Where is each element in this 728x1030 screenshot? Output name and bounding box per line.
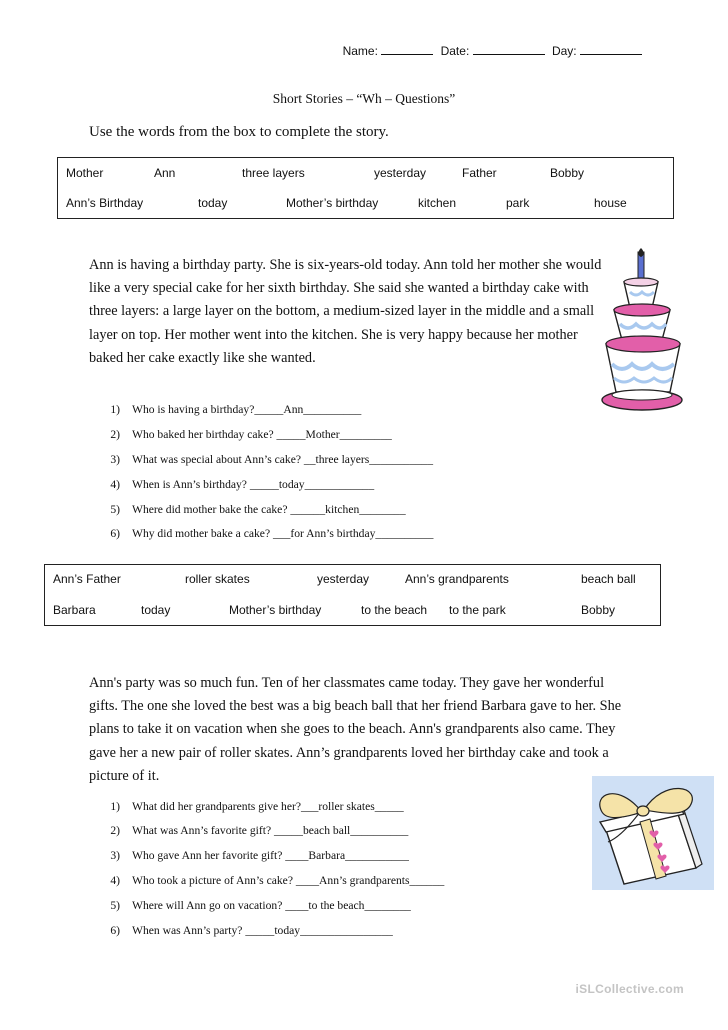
question-item: 2) Who baked her birthday cake? _____Mother_________ [110,428,392,441]
word-box-2-word: Barbara [53,603,96,617]
word-box-2-word: roller skates [185,572,250,586]
question-item: 3) Who gave Ann her favorite gift? ____Barbara___________ [110,849,409,862]
word-box-2-word: Mother’s birthday [229,603,322,617]
word-box-2-word: to the beach [361,603,428,617]
word-box-1 [57,157,674,219]
story-1-paragraph: Ann is having a birthday party. She is six-years-old today. Ann told her mother she would like a very special cake for her sixth birthday. She said she wanted a birthday cake with three layers: a large layer on the bottom, a medium-sized layer in the middle and a small layer on top. Her mother went into the kitchen. She is very happy because her mother baked her cake exactly like she wanted. [89,257,602,366]
word-box-1-word: kitchen [418,196,457,210]
word-box-1-word: today [198,196,228,210]
story-2-paragraph: Ann's party was so much fun. Ten of her classmates came today. They gave her wonderful gifts. The one she loved the best was a big beach ball that her friend Barbara gave to her. She plans to take it on vacation when she goes to the beach. Ann's grandparents also came. They gave her a new pair of roller skates. Ann’s grandparents loved her birthday cake and took a picture of it. [89,675,622,784]
word-box-1-word: Bobby [550,166,585,180]
word-box-1-word: Ann’s Birthday [66,196,144,210]
word-box-1-word: yesterday [374,166,427,180]
word-box-1-word: Mother’s birthday [286,196,379,210]
word-box-2-word: yesterday [317,572,370,586]
word-box-2-word: Bobby [581,603,616,617]
student-info-header [343,44,642,58]
question-item: 6) When was Ann’s party? _____today________________ [110,924,393,937]
worksheet-title: Short Stories – “Wh – Questions” [272,91,456,106]
word-box-1-word: house [594,196,627,210]
question-item: 1) Who is having a birthday?_____Ann__________ [110,403,362,416]
word-box-2-word: beach ball [581,572,636,586]
word-box-1-word: Ann [154,166,176,180]
question-item: 1) What did her grandparents give her?___roller skates_____ [110,800,404,813]
question-item: 4) When is Ann’s birthday? _____today____________ [110,478,375,491]
word-box-2 [44,564,661,626]
birthday-cake-image [600,248,684,414]
gift-box-image [578,772,716,892]
date-label: Date: [440,44,470,58]
word-box-2-word: today [141,603,171,617]
word-box-1-word: Mother [66,166,104,180]
date-blank[interactable] [473,54,545,55]
question-item: 3) What was special about Ann’s cake? __three layers___________ [110,453,434,466]
word-box-1-word: Father [462,166,497,180]
question-item: 4) Who took a picture of Ann’s cake? ____Ann’s grandparents______ [110,874,445,887]
word-box-2-word: Ann’s grandparents [405,572,509,586]
question-item: 5) Where did mother bake the cake? ______kitchen________ [110,503,406,516]
question-item: 2) What was Ann’s favorite gift? _____beach ball__________ [110,824,409,837]
name-label: Name: [342,44,378,58]
question-item: 6) Why did mother bake a cake? ___for Ann’s birthday__________ [110,527,434,540]
watermark: iSLCollective.com [575,982,684,996]
name-blank[interactable] [381,54,433,55]
word-box-2-word: to the park [449,603,506,617]
day-label: Day: [551,44,577,58]
word-box-1-word: park [506,196,530,210]
day-blank[interactable] [580,54,642,55]
word-box-2-word: Ann’s Father [53,572,121,586]
question-item: 5) Where will Ann go on vacation? ____to the beach________ [110,899,411,912]
word-box-1-word: three layers [242,166,305,180]
instruction-text: Use the words from the box to complete the story. [89,124,389,140]
